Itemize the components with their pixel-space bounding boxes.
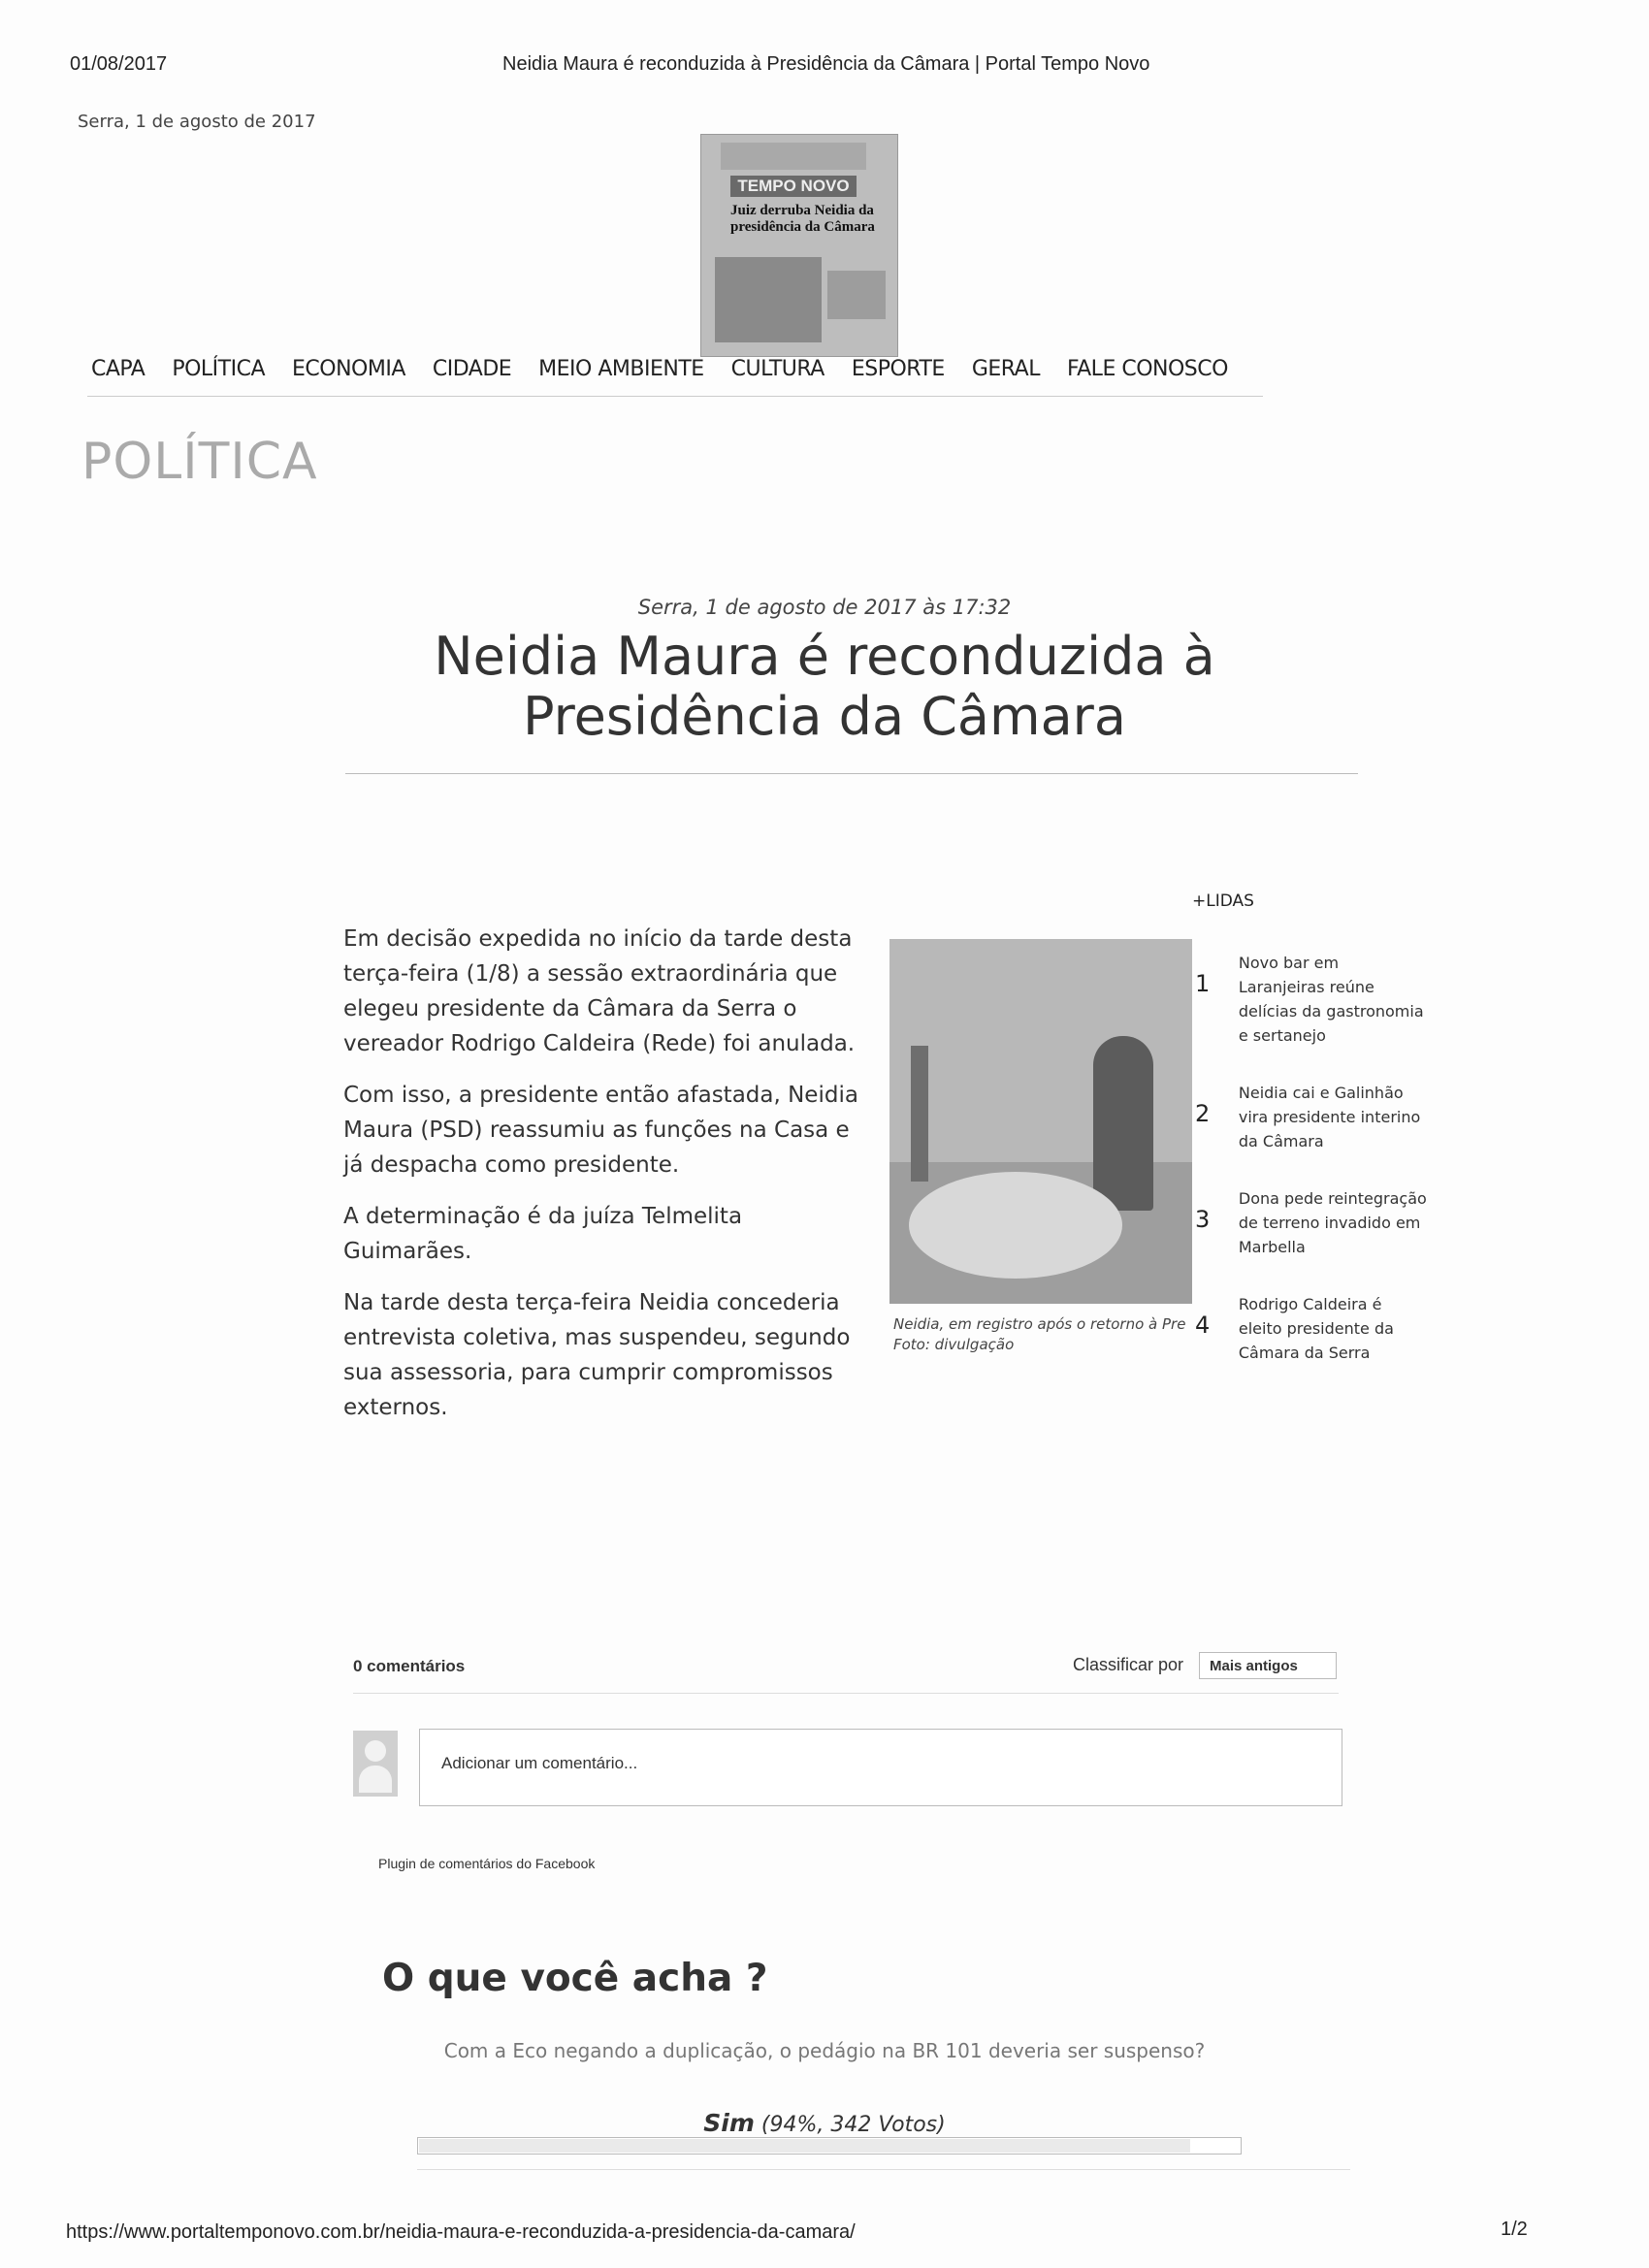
most-read-list <box>1195 951 1428 1398</box>
poll-answer-label: Sim <box>703 2109 755 2137</box>
poll-title: O que você acha ? <box>382 1957 768 2000</box>
photo-flowers <box>909 1172 1122 1279</box>
poll-result-fill <box>419 2139 1190 2153</box>
avatar <box>353 1731 398 1797</box>
nav-item-politica[interactable]: POLÍTICA <box>172 357 265 381</box>
photo-flag <box>911 1046 928 1182</box>
most-read-rank: 4 <box>1195 1312 1211 1339</box>
poll-question: Com a Eco negando a duplicação, o pedágio na BR 101 deveria ser suspenso? <box>443 2039 1206 2062</box>
print-url: https://www.portaltemponovo.com.br/neidia-maura-e-reconduzida-a-presidencia-da-camara/ <box>66 2221 856 2243</box>
most-read-link[interactable]: Novo bar em Laranjeiras reúne delícias da gastronomia e sertanejo <box>1238 954 1424 1045</box>
most-read-item[interactable] <box>1195 1081 1428 1153</box>
facebook-plugin-note: Plugin de comentários do Facebook <box>378 1856 596 1871</box>
print-date: 01/08/2017 <box>70 53 168 75</box>
comments-count: 0 comentários <box>353 1657 466 1675</box>
photo-person <box>1093 1036 1153 1211</box>
photo-caption-text: Neidia, em registro após o retorno à Pre <box>893 1315 1186 1333</box>
main-nav <box>91 357 1228 381</box>
article-paragraph: Na tarde desta terça-feira Neidia concederia entrevista coletiva, mas suspendeu, segundo sua assessoria, para cumprir compromissos externos. <box>343 1290 851 1420</box>
comment-placeholder: Adicionar um comentário... <box>441 1754 638 1772</box>
photo-caption <box>893 1314 1204 1355</box>
nav-item-cidade[interactable]: CIDADE <box>432 357 512 381</box>
most-read-rank: 2 <box>1195 1100 1211 1127</box>
nav-item-cultura[interactable]: CULTURA <box>730 357 824 381</box>
article-photo[interactable] <box>889 939 1192 1304</box>
most-read-title: +LIDAS <box>1192 891 1254 911</box>
poll-answer-stats: (94%, 342 Votos) <box>760 2113 946 2137</box>
article-title: Neidia Maura é reconduzida à Presidência da Câmara <box>434 626 1215 747</box>
sort-label: Classificar por <box>1073 1655 1184 1674</box>
article-paragraph: A determinação é da juíza Telmelita Guimarães. <box>343 1204 743 1264</box>
nav-item-esporte[interactable]: ESPORTE <box>851 357 945 381</box>
cover-photo <box>715 257 822 342</box>
title-divider <box>345 773 1358 774</box>
article-date: Serra, 1 de agosto de 2017 às 17:32 <box>637 596 1012 619</box>
poll-divider <box>417 2169 1350 2170</box>
most-read-item[interactable] <box>1195 951 1428 1048</box>
most-read-link[interactable]: Neidia cai e Galinhão vira presidente interino da Câmara <box>1238 1084 1421 1150</box>
most-read-rank: 3 <box>1195 1206 1211 1233</box>
cover-photo-secondary <box>827 271 886 319</box>
nav-divider <box>87 396 1263 397</box>
print-page-title: Neidia Maura é reconduzida à Presidência da Câmara | Portal Tempo Novo <box>502 53 1150 75</box>
most-read-rank: 1 <box>1195 970 1211 997</box>
comment-input[interactable] <box>419 1729 1342 1806</box>
avatar-body-icon <box>359 1766 392 1793</box>
nav-item-geral[interactable]: GERAL <box>971 357 1040 381</box>
most-read-item[interactable] <box>1195 1292 1428 1365</box>
newspaper-cover-image[interactable] <box>700 134 898 357</box>
site-dateline: Serra, 1 de agosto de 2017 <box>78 112 316 132</box>
poll-result-bar <box>417 2137 1242 2155</box>
article-body <box>343 922 872 1442</box>
poll-answer <box>0 2109 1649 2137</box>
most-read-link[interactable]: Rodrigo Caldeira é eleito presidente da Câmara da Serra <box>1238 1295 1394 1362</box>
cover-headline: Juiz derruba Neidia da presidência da Câmara <box>730 203 875 235</box>
nav-item-meio-ambiente[interactable]: MEIO AMBIENTE <box>538 357 704 381</box>
nav-item-economia[interactable]: ECONOMIA <box>292 357 405 381</box>
print-page-number: 1/2 <box>1501 2219 1528 2240</box>
most-read-link[interactable]: Dona pede reintegração de terreno invadido em Marbella <box>1238 1189 1427 1256</box>
photo-credit: Foto: divulgação <box>893 1336 1015 1353</box>
comments-divider <box>353 1693 1339 1694</box>
most-read-item[interactable] <box>1195 1186 1428 1259</box>
nav-item-fale-conosco[interactable]: FALE CONOSCO <box>1067 357 1228 381</box>
avatar-head-icon <box>365 1740 386 1762</box>
nav-item-capa[interactable]: CAPA <box>91 357 146 381</box>
article-paragraph: Em decisão expedida no início da tarde desta terça-feira (1/8) a sessão extraordinária que elegeu presidente da Câmara da Serra o vereador Rodrigo Caldeira (Rede) foi anulada. <box>343 926 856 1056</box>
cover-masthead: TEMPO NOVO <box>730 176 857 197</box>
cover-top-photo <box>721 143 866 170</box>
section-title: POLÍTICA <box>81 433 318 491</box>
article-paragraph: Com isso, a presidente então afastada, Neidia Maura (PSD) reassumiu as funções na Casa e já despacha como presidente. <box>343 1083 858 1178</box>
sort-select[interactable]: Mais antigos <box>1199 1652 1337 1679</box>
